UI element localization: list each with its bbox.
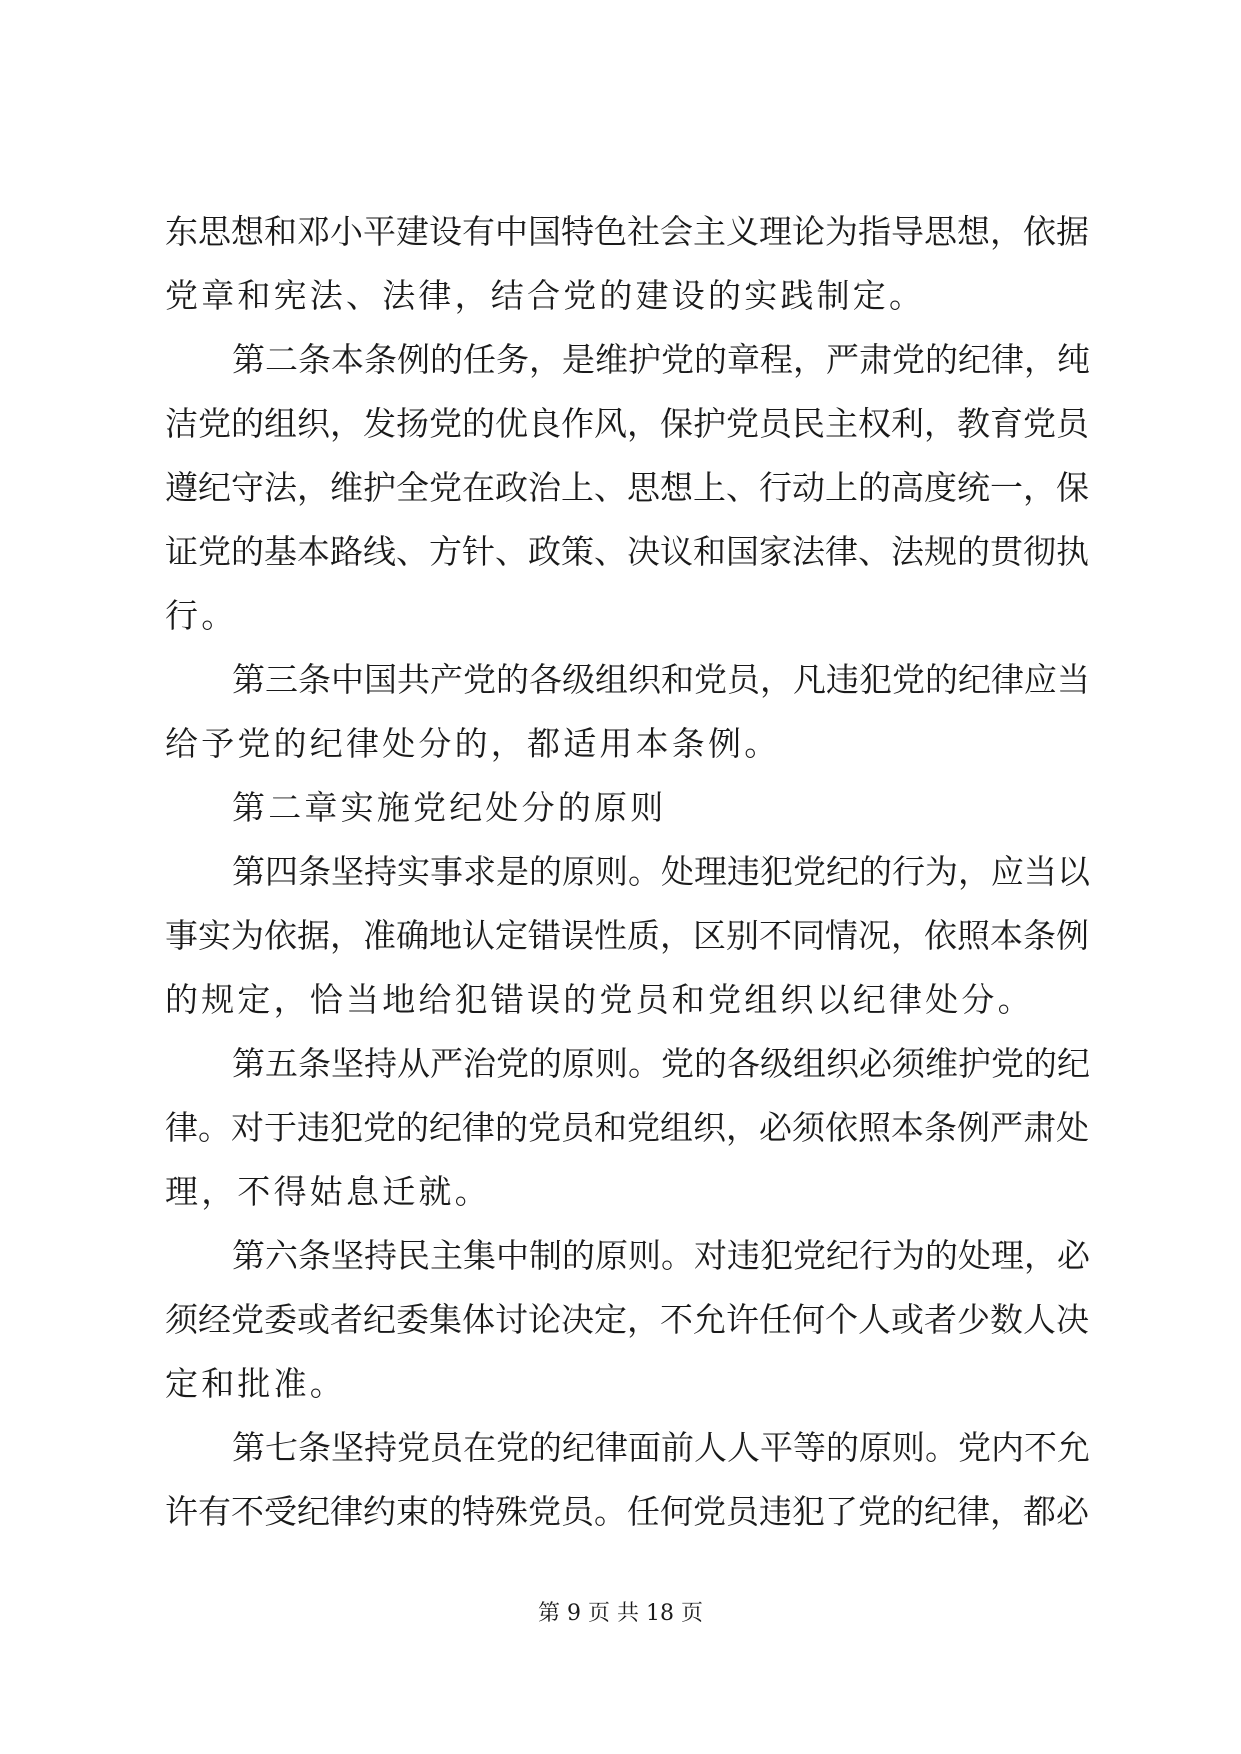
body-text-line: 第五条坚持从严治党的原则。党的各级组织必须维护党的纪 — [232, 1044, 1090, 1083]
body-text-line: 的规定，恰当地给犯错误的党员和党组织以纪律处分。 — [165, 980, 1034, 1019]
body-text-line: 党章和宪法、法律，结合党的建设的实践制定。 — [165, 276, 926, 315]
body-text-line: 证党的基本路线、方针、政策、决议和国家法律、法规的贯彻执 — [165, 532, 1089, 571]
chapter-heading: 第二章实施党纪处分的原则 — [232, 788, 667, 827]
page-number-footer: 第 9 页 共 18 页 — [538, 1601, 703, 1626]
body-text-line: 事实为依据，准确地认定错误性质，区别不同情况，依照本条例 — [165, 916, 1089, 955]
body-text-line: 行。 — [165, 596, 238, 635]
body-text-line: 洁党的组织，发扬党的优良作风，保护党员民主权利，教育党员 — [165, 404, 1089, 443]
body-text-line: 第二条本条例的任务，是维护党的章程，严肃党的纪律，纯 — [232, 340, 1090, 379]
body-text-line: 须经党委或者纪委集体讨论决定，不允许任何个人或者少数人决 — [165, 1300, 1089, 1339]
body-text-line: 第三条中国共产党的各级组织和党员，凡违犯党的纪律应当 — [232, 660, 1090, 699]
body-text-line: 给予党的纪律处分的，都适用本条例。 — [165, 724, 781, 763]
body-text-line: 理，不得姑息迁就。 — [165, 1172, 491, 1211]
body-text-line: 东思想和邓小平建设有中国特色社会主义理论为指导思想，依据 — [165, 212, 1089, 251]
body-text-line: 许有不受纪律约束的特殊党员。任何党员违犯了党的纪律，都必 — [165, 1492, 1089, 1531]
body-text-line: 第四条坚持实事求是的原则。处理违犯党纪的行为，应当以 — [232, 852, 1090, 891]
body-text-line: 第七条坚持党员在党的纪律面前人人平等的原则。党内不允 — [232, 1428, 1090, 1467]
body-text-line: 第六条坚持民主集中制的原则。对违犯党纪行为的处理，必 — [232, 1236, 1090, 1275]
body-text-line: 定和批准。 — [165, 1364, 346, 1403]
body-text-line: 遵纪守法，维护全党在政治上、思想上、行动上的高度统一，保 — [165, 468, 1089, 507]
body-text-line: 律。对于违犯党的纪律的党员和党组织，必须依照本条例严肃处 — [165, 1108, 1089, 1147]
